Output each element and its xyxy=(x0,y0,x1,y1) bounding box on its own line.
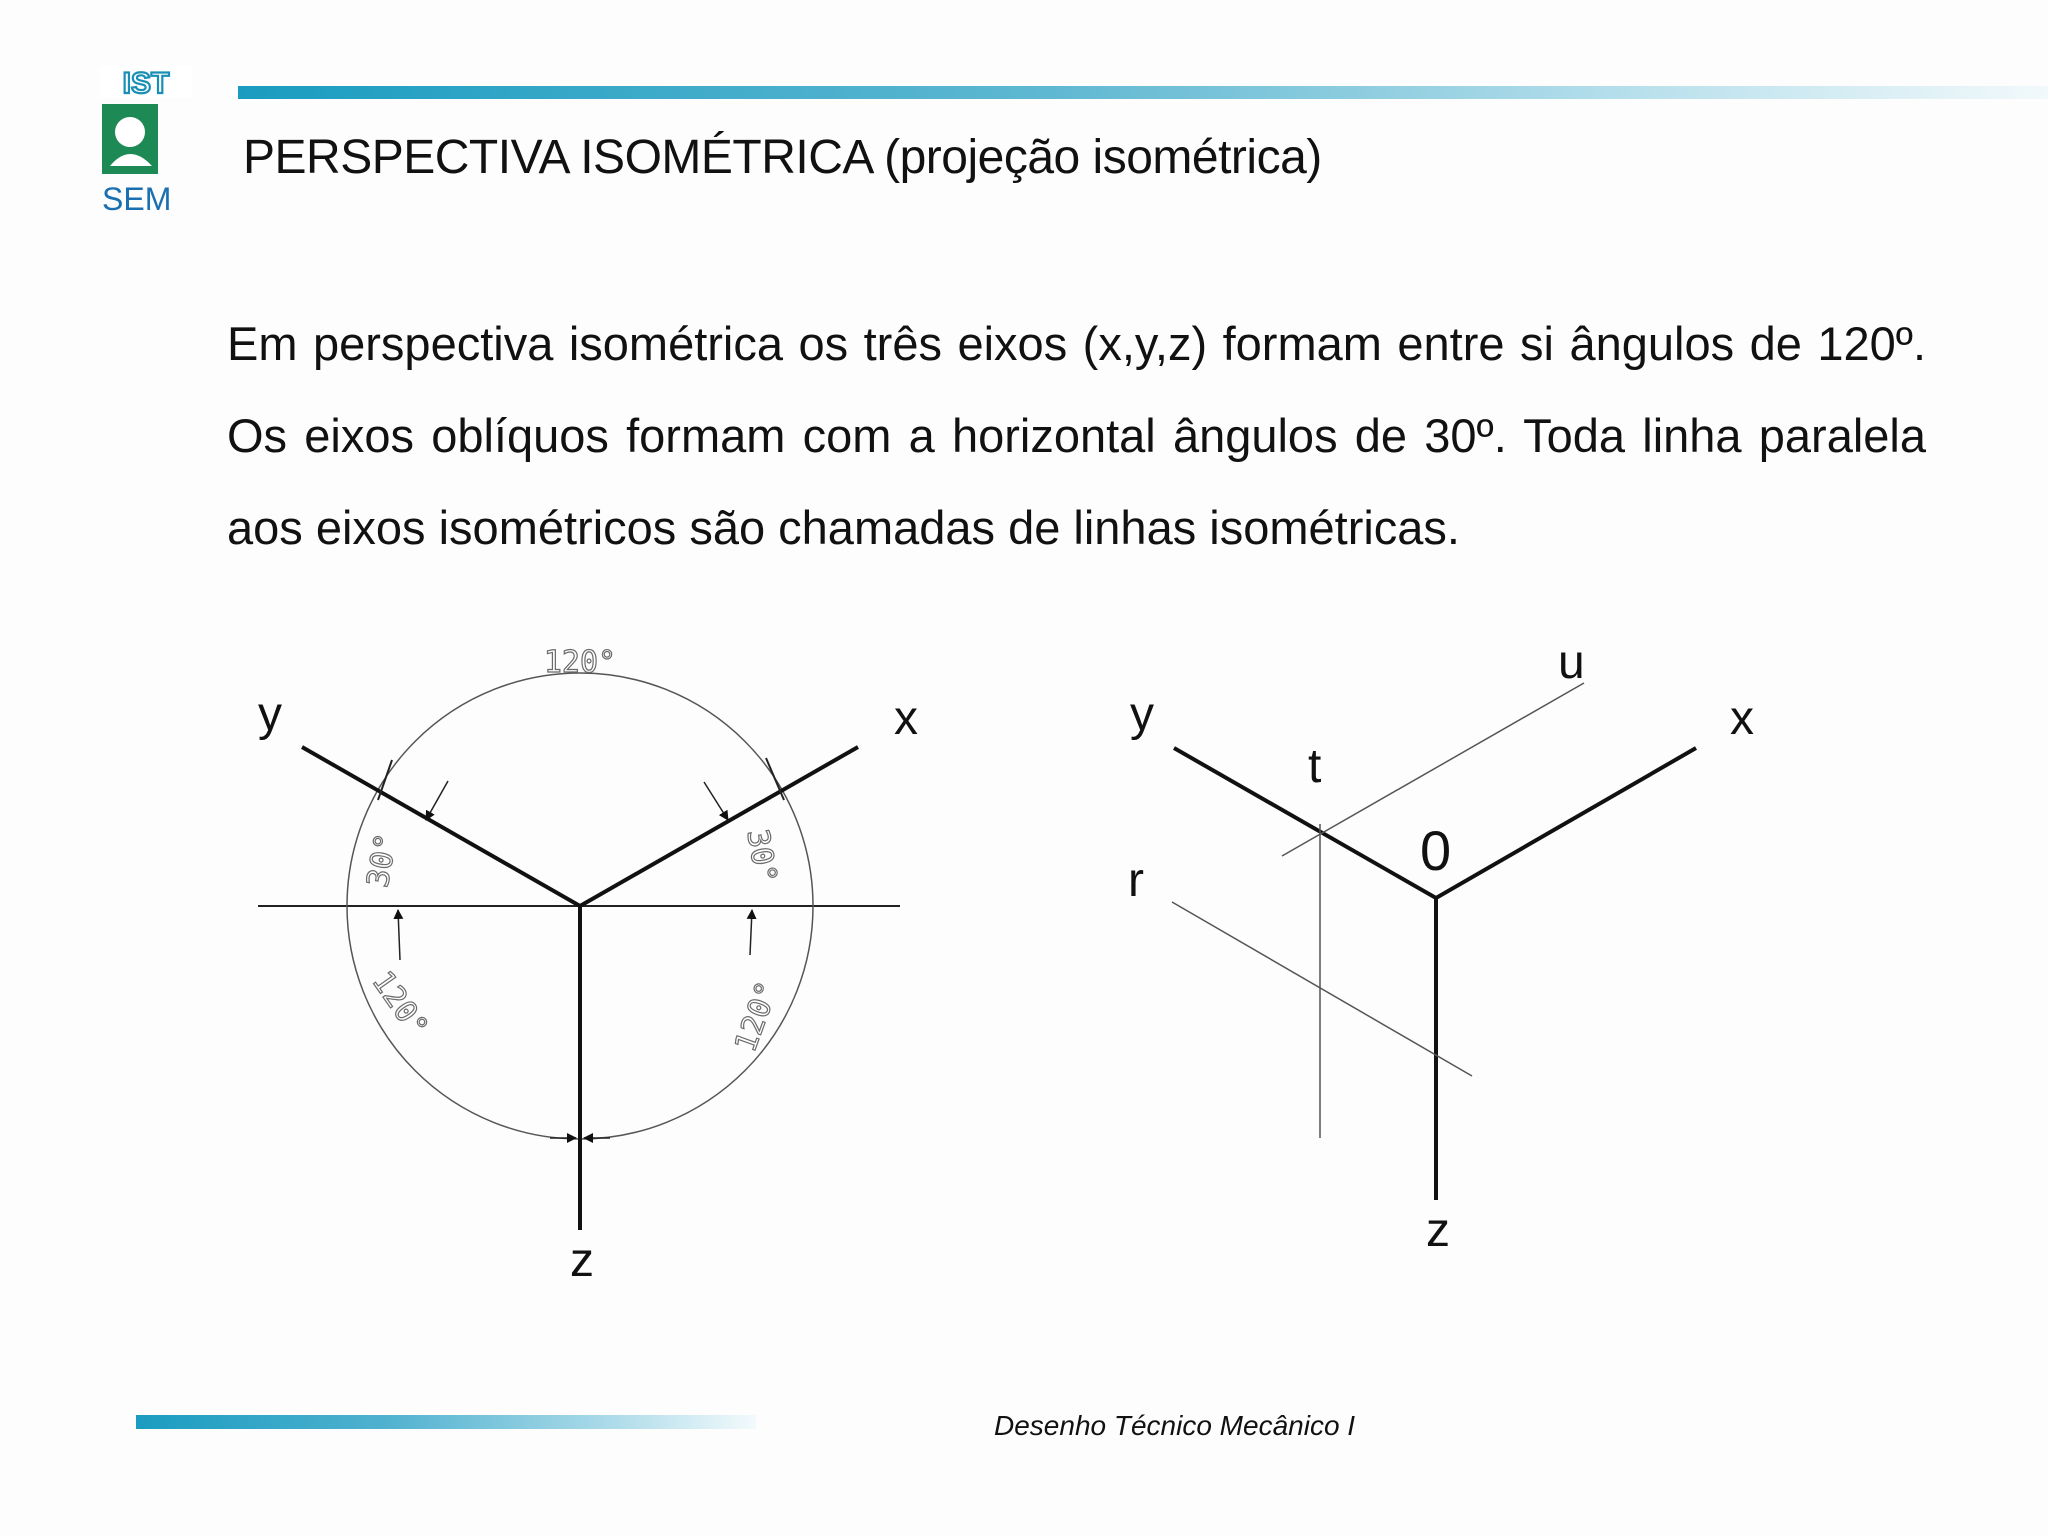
footer-accent-bar xyxy=(136,1415,756,1429)
angle-label-right-30: 30° xyxy=(739,826,784,887)
logo-top-text: IST xyxy=(122,67,170,100)
body-paragraph: Em perspectiva isométrica os três eixos (x,y,z) formam entre si ângulos de 120º. Os eixos oblíquos formam com a horizontal ângulos de 30º. Toda linha paralela aos eixos isométricos são chamadas de linhas isométricas. xyxy=(227,317,1926,554)
angle-label-top-120: 120° xyxy=(543,645,617,680)
arrow-right-30-lower xyxy=(704,782,728,820)
right-label-origin: 0 xyxy=(1420,819,1452,882)
arrow-left-30-lower xyxy=(426,781,448,820)
right-label-r: r xyxy=(1128,854,1144,907)
left-axis-y xyxy=(302,747,580,906)
right-label-t: t xyxy=(1308,740,1322,793)
right-axis-y xyxy=(1174,748,1436,898)
isometric-line-r xyxy=(1172,902,1472,1076)
right-label-x: x xyxy=(1730,692,1754,745)
right-axis-x xyxy=(1436,748,1696,898)
angle-label-left-120: 120° xyxy=(364,964,435,1045)
right-label-y: y xyxy=(1130,688,1154,741)
arrow-right-120 xyxy=(750,910,752,955)
angle-label-left-30: 30° xyxy=(360,830,405,891)
footer-course-title: Desenho Técnico Mecânico I xyxy=(994,1410,1356,1441)
left-axis-x xyxy=(580,747,858,906)
left-label-z: z xyxy=(570,1234,594,1287)
right-label-u: u xyxy=(1558,636,1585,689)
left-label-x: x xyxy=(894,692,918,745)
right-diagram xyxy=(1128,636,1754,1257)
left-label-y: y xyxy=(258,688,282,741)
angle-label-right-120: 120° xyxy=(728,976,786,1057)
right-label-z: z xyxy=(1426,1204,1450,1257)
logo-bottom-text: SEM xyxy=(102,181,172,217)
arrow-left-120 xyxy=(398,910,400,960)
page-title: PERSPECTIVA ISOMÉTRICA (projeção isométrica) xyxy=(243,131,1322,184)
left-diagram xyxy=(258,645,918,1287)
